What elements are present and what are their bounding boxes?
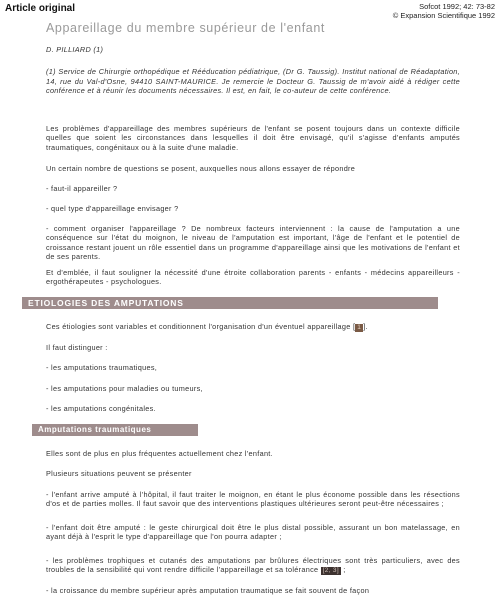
reference-link[interactable]: [2, 3] <box>322 567 339 575</box>
traumatic-item-1: - l'enfant arrive amputé à l'hôpital, il faut traiter le moignon, en étant le plus économe possible dans les résections d'os et de parties molles. Il faut savoir que des interventions plastiques ultérieures seront peut-être nécessaires ; <box>46 490 460 509</box>
subsection-heading-traumatic: Amputations traumatiques <box>32 424 198 436</box>
question-1: - faut-il appareiller ? <box>46 184 118 193</box>
intro-paragraph-2: Un certain nombre de questions se posent, auxquelles nous allons essayer de répondre <box>46 164 356 173</box>
traumatic-paragraph-1: Elles sont de plus en plus fréquentes actuellement chez l'enfant. <box>46 449 273 458</box>
journal-reference <box>393 2 495 20</box>
question-2: - quel type d'appareillage envisager ? <box>46 204 179 213</box>
article-type-label: Article original <box>5 3 76 14</box>
traumatic-item-3-end: ; <box>340 565 346 575</box>
page-header <box>0 0 500 22</box>
traumatic-item-2: - l'enfant doit être amputé : le geste chirurgical doit être le plus distal possible, assurant un bon matelassage, en ayant déjà à l'esprit le type d'appareillage que l'on pourra adapter ; <box>46 523 460 542</box>
etiologies-text: Ces étiologies sont variables et conditionnent l'organisation d'un éventuel appareillage [ <box>46 322 356 331</box>
etiologies-paragraph-2: Il faut distinguer : <box>46 343 108 352</box>
traumatic-item-4: - la croissance du membre supérieur après amputation traumatique se fait souvent de façon <box>46 586 370 595</box>
journal-citation: Sofcot 1992; 42: 73-82 <box>419 2 495 11</box>
etiology-list-item: - les amputations pour maladies ou tumeurs, <box>46 384 203 393</box>
reference-link[interactable]: 1 <box>357 324 362 331</box>
etiologies-text-end: ]. <box>363 322 368 331</box>
article-title: Appareillage du membre supérieur de l'enfant <box>46 21 325 35</box>
author-affiliation: (1) Service de Chirurgie orthopédique et Rééducation pédiatrique, (Dr G. Taussig). Institut national de Réadaptation, 14, rue du Val-d'Osne, 94410 SAINT-MAURICE. Je remercie le Docteur G. Taussig de m'avoir aidé à rédiger cette conférence et à réunir les documents nécessaires. Il est, en fait, le co-auteur de cette conférence. <box>46 67 460 96</box>
question-3: - comment organiser l'appareillage ? De nombreux facteurs interviennent : la cause de l'amputation a une conséquence sur l'état du moignon, le niveau de l'amputation est important, l'âge de l'enfant et le potentiel de croissance restant jouent un rôle essentiel dans un programme d'appareillage ainsi que les motivations de l'enfant et de ses parents. <box>46 224 460 262</box>
author-line: D. PILLIARD (1) <box>46 45 104 54</box>
etiologies-paragraph-1 <box>46 322 460 332</box>
intro-paragraph-collaboration: Et d'emblée, il faut souligner la nécessité d'une étroite collaboration parents - enfants - médecins appareilleurs - ergothérapeutes - psychologues. <box>46 268 460 287</box>
etiology-list-item: - les amputations traumatiques, <box>46 363 158 372</box>
etiology-list-item: - les amputations congénitales. <box>46 404 156 413</box>
intro-paragraph-1: Les problèmes d'appareillage des membres supérieurs de l'enfant se posent toujours dans un contexte difficile quelles que soient les circonstances dans lesquelles il doit être envisagé, qu'il s'agisse d'enfants amputés traumatiques, congénitaux ou à la suite d'une maladie. <box>46 124 460 152</box>
publisher-copyright: © Expansion Scientifique 1992 <box>392 11 495 20</box>
traumatic-item-3-text: - les problèmes trophiques et cutanés des amputations par brûlures électriques sont très particuliers, avec des troubles de la sensibilité qui vont rendre difficile l'appareillage et sa tolérance <box>46 556 460 575</box>
section-heading-etiologies: ETIOLOGIES DES AMPUTATIONS <box>22 297 438 309</box>
traumatic-item-3 <box>46 556 460 575</box>
traumatic-paragraph-2: Plusieurs situations peuvent se présenter <box>46 469 192 478</box>
front-matter <box>46 42 460 96</box>
